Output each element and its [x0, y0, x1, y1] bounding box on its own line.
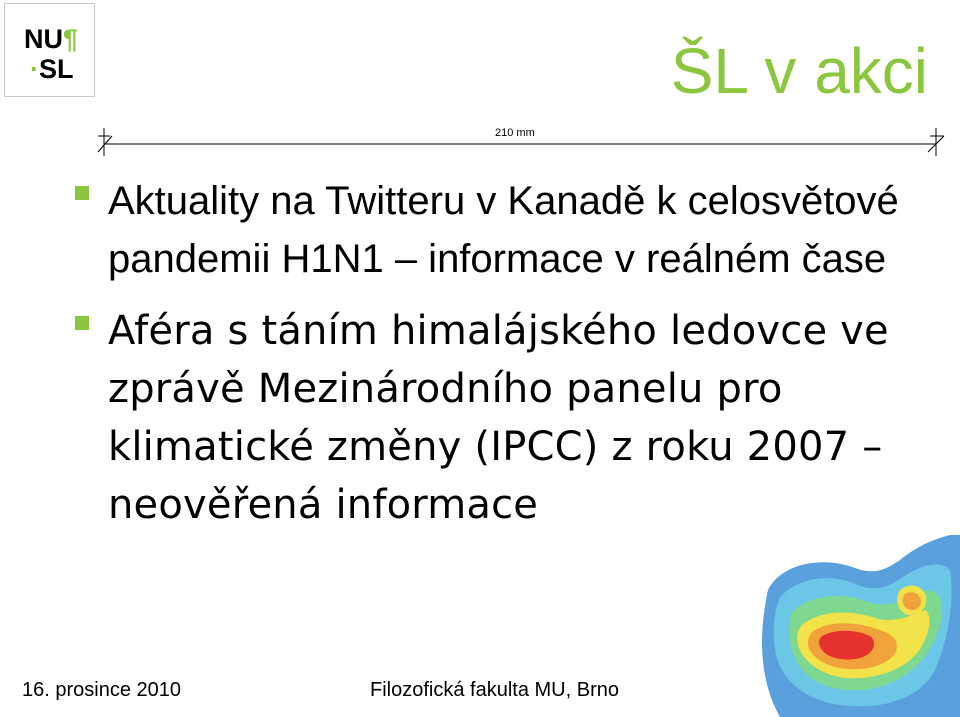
- logo-line1: NU¶: [24, 24, 79, 54]
- footer-faculty: Filozofická fakulta MU, Brno: [370, 679, 619, 701]
- bullet-text: Aféra s táním himalájského ledovce ve zprávě Mezinárodního panelu pro klimatické změny (IPCC) z roku 2007 – neověřená informace: [108, 308, 889, 528]
- logo-dot: ·: [30, 54, 39, 84]
- bullet-text: Aktuality na Twitteru v Kanadě k celosvětové pandemii H1N1 – informace v reálném čase: [108, 179, 899, 281]
- bullet-item: [70, 172, 950, 288]
- logo: [4, 3, 95, 97]
- logo-line2: ·SL: [30, 54, 74, 84]
- bullet-marker-icon: [75, 316, 89, 330]
- bullet-list: [70, 172, 950, 548]
- heatmap-image: [750, 530, 960, 717]
- ruler-label: 210 mm: [495, 127, 535, 139]
- slide-title: ŠL v akci: [670, 35, 928, 107]
- bullet-item: [70, 302, 950, 534]
- bullet-marker-icon: [75, 186, 89, 200]
- logo-pilcrow: ¶: [63, 24, 79, 54]
- footer-date: 16. prosince 2010: [22, 679, 182, 701]
